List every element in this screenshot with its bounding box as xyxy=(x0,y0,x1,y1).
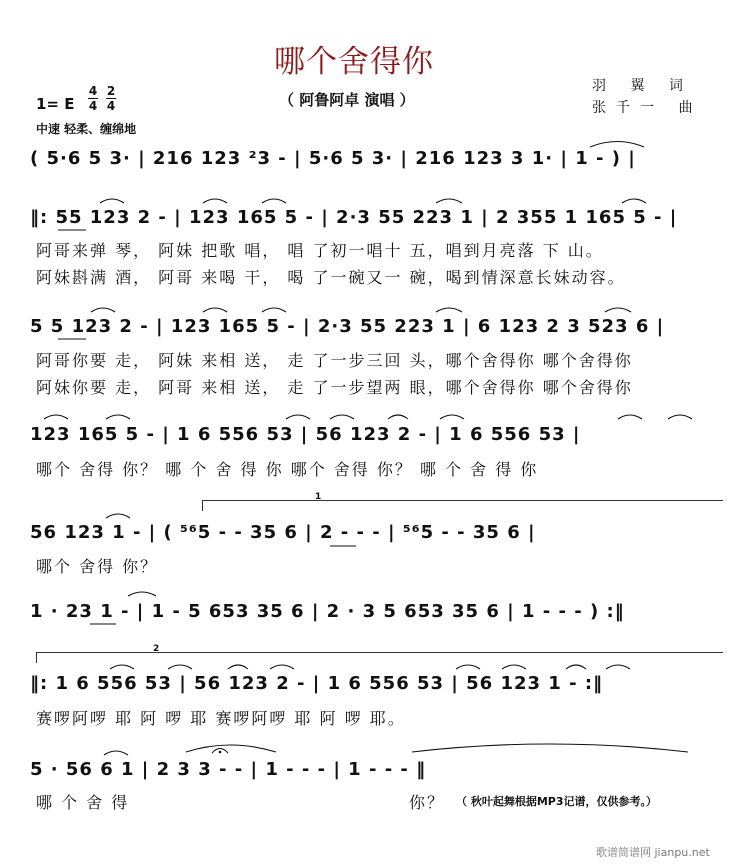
slur-row7-b xyxy=(168,665,192,669)
slur-row3-e xyxy=(605,308,631,312)
time-signature-1: $\frac{4}{4}$ xyxy=(88,84,98,113)
lyric-line-2: 阿妹斟满 酒， 阿哥 来喝 干， 喝 了一碗又一 碗，喝到情深意长妹动容。 xyxy=(36,268,626,287)
score-row-5: 56 123 1 - | ( ⁵⁶5 - - 35 6 | 2 - - - | ⁵⁶5 - - 35 6 | xyxy=(30,522,536,543)
slur-row7-h xyxy=(606,665,630,669)
slur-row5-a xyxy=(106,514,130,518)
slur-row3-c xyxy=(262,308,286,312)
slur-row4-g xyxy=(618,415,642,419)
slur-row7-f xyxy=(502,665,526,669)
slur-row3-d xyxy=(436,308,462,312)
slur-row3-b xyxy=(203,308,227,312)
lyric-line-8-ending: 你？ xyxy=(409,793,446,812)
key-signature: 1= E xyxy=(36,95,75,113)
lyric-line-5: 哪个 舍得 你？ 哪 个 舍 得 你 哪个 舍得 你？ 哪 个 舍 得 你 xyxy=(36,460,539,479)
slur-row3-a xyxy=(91,308,115,312)
slur-row4-h xyxy=(668,415,692,419)
slur-row2-a xyxy=(100,199,124,203)
slur-row4-a xyxy=(44,415,68,419)
score-row-8: 5 · 56 6 1 | 2 3 3 - - | 1 - - - | 1 - - - ‖ xyxy=(30,759,427,780)
slur-row7-a xyxy=(110,665,134,669)
slur-row4-d xyxy=(330,415,354,419)
time-signature-2: $\frac{2}{4}$ xyxy=(106,84,116,113)
lyric-line-8: 哪 个 舍 得 xyxy=(36,793,130,812)
score-row-7: ‖: 1 6 556 53 | 56 123 2 - | 1 6 556 53 | 56 123 1 - :‖ xyxy=(30,673,604,694)
first-ending-number: 1 xyxy=(315,492,322,502)
slur-row6-a xyxy=(128,592,156,596)
song-title: 哪个舍得你 xyxy=(274,44,434,80)
lyric-line-4: 阿妹你要 走， 阿哥 来相 送， 走 了一步望两 眼，哪个舍得你 哪个舍得你 xyxy=(36,378,633,397)
slur-row7-c xyxy=(228,665,248,669)
score-row-3: 5 5 123 2 - | 123 165 5 - | 2·3 55 223 1 | 6 123 2 3 523 6 | xyxy=(30,316,665,337)
score-row-6: 1 · 23 1 - | 1 - 5 653 35 6 | 2 · 3 5 653 35 6 | 1 - - - ) :‖ xyxy=(30,601,625,622)
lyric-line-3: 阿哥你要 走， 阿妹 来相 送， 走 了一步三回 头，哪个舍得你 哪个舍得你 xyxy=(36,351,633,370)
slur-row7-e xyxy=(456,665,480,669)
slur-row2-e xyxy=(622,199,646,203)
slur-row7-g xyxy=(566,665,586,669)
score-row-4: 123 165 5 - | 1 6 556 53 | 56 123 2 - | 1 6 556 53 | xyxy=(30,424,581,445)
second-ending-number: 2 xyxy=(153,644,160,654)
slur-row1-a xyxy=(590,142,644,148)
slur-row8-c xyxy=(412,744,688,752)
composer-credit: 张千一 曲 xyxy=(592,100,703,116)
fermata-dot-row8 xyxy=(219,751,222,754)
slur-row4-c xyxy=(286,415,310,419)
transcription-note: （ 秋叶起舞根据MP3记谱，仅供参考。） xyxy=(456,795,657,808)
slur-row4-e xyxy=(388,415,408,419)
performer-line: （ 阿鲁阿卓 演唱 ） xyxy=(279,91,415,109)
slur-row8-b xyxy=(186,745,276,752)
slur-row4-f xyxy=(440,415,464,419)
lyricist-credit: 羽 翼 词 xyxy=(592,78,693,94)
slur-row8-a xyxy=(104,751,128,755)
slur-row7-d xyxy=(270,665,294,669)
tempo-marking: 中速 轻柔、缠绵地 xyxy=(36,122,137,136)
slur-row2-b xyxy=(203,199,227,203)
score-row-2: ‖: 55 123 2 - | 123 165 5 - | 2·3 55 223 1 | 2 355 1 165 5 - | xyxy=(30,207,678,228)
site-watermark: 歌谱简谱网 jianpu.net xyxy=(596,846,710,859)
slur-row2-c xyxy=(262,199,286,203)
lyric-line-6: 哪个 舍得 你？ xyxy=(36,557,159,576)
slur-row2-d xyxy=(436,199,462,203)
lyric-line-1: 阿哥来弹 琴， 阿妹 把歌 唱， 唱 了初一唱十 五，唱到月亮落 下 山。 xyxy=(36,241,604,260)
score-row-1: ( 5·6 5 3· | 216 123 ²3 - | 5·6 5 3· | 216 123 3 1· | 1 - ) | xyxy=(30,148,636,169)
lyric-line-7: 赛啰阿啰 耶 阿 啰 耶 赛啰阿啰 耶 阿 啰 耶。 xyxy=(36,709,406,728)
slur-row4-b xyxy=(106,415,130,419)
